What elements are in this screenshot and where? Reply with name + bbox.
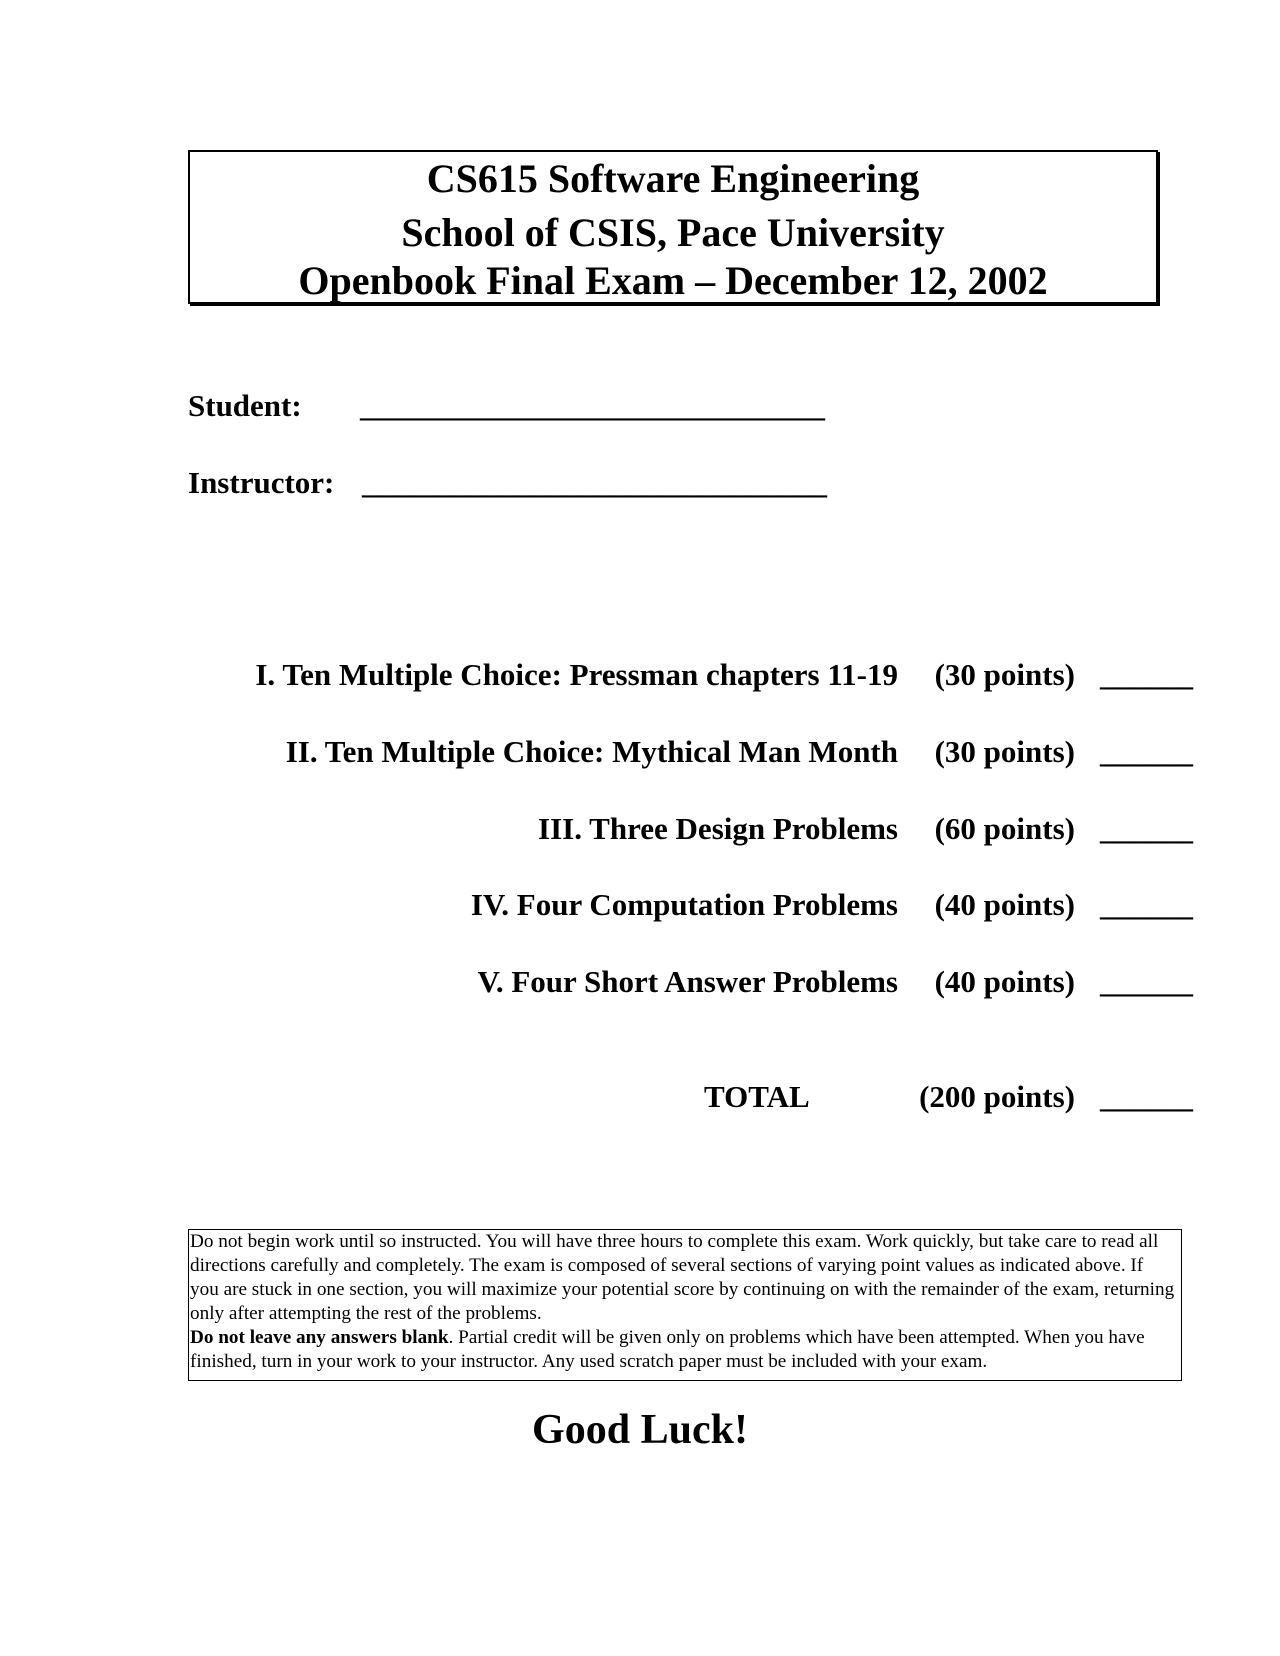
section-points: (30 points) — [934, 657, 1075, 692]
good-luck-message: Good Luck! — [532, 1407, 748, 1453]
section-score-blank: ______ — [1100, 964, 1193, 999]
instructions-paragraph — [190, 1326, 1175, 1374]
student-name-blank: ______________________________ — [360, 388, 825, 423]
section-score-blank: ______ — [1100, 811, 1193, 846]
total-score-blank: ______ — [1100, 1079, 1193, 1114]
section-points: (40 points) — [934, 964, 1075, 999]
section-points: (60 points) — [934, 811, 1075, 846]
section-points: (30 points) — [934, 734, 1075, 769]
instructions-paragraph: Do not begin work until so instructed. You will have three hours to complete this exam. Work quickly, but take care to read all directions carefully and completely. The exam is composed of several sections of varying point values as indicated above. If you are stuck in one section, you will maximize your potential score by continuing on with the remainder of the exam, returning only after attempting the rest of the problems. — [190, 1231, 1175, 1324]
course-title: CS615 Software Engineering — [426, 156, 920, 201]
instructions-text: . Partial credit will be given only on problems which have been attempted. When you have finished, turn in your work to your instructor. Any used scratch paper must be included with your exam. — [190, 1327, 1145, 1372]
exam-title-box — [188, 150, 1158, 304]
instructions-box — [188, 1229, 1182, 1381]
instructor-name-blank: ______________________________ — [362, 465, 827, 500]
school-name: School of CSIS, Pace University — [401, 210, 945, 255]
section-label: IV. Four Computation Problems — [470, 887, 898, 922]
instructor-label: Instructor: — [188, 465, 335, 500]
section-row — [0, 809, 1280, 849]
exam-title: Openbook Final Exam – December 12, 2002 — [298, 258, 1048, 303]
section-score-blank: ______ — [1100, 887, 1193, 922]
total-points: (200 points) — [919, 1079, 1075, 1114]
section-row — [0, 885, 1280, 925]
section-row — [0, 732, 1280, 772]
section-score-blank: ______ — [1100, 734, 1193, 769]
section-label: I. Ten Multiple Choice: Pressman chapters 11-19 — [255, 657, 898, 692]
section-score-blank: ______ — [1100, 657, 1193, 692]
total-row — [0, 1077, 1280, 1117]
section-label: III. Three Design Problems — [538, 811, 898, 846]
section-points: (40 points) — [934, 887, 1075, 922]
section-label: V. Four Short Answer Problems — [477, 964, 898, 999]
section-row — [0, 655, 1280, 695]
section-row — [0, 962, 1280, 1002]
instructions-emphasis: Do not leave any answers blank — [190, 1327, 449, 1348]
total-label: TOTAL — [704, 1079, 810, 1114]
student-label: Student: — [188, 388, 302, 423]
section-label: II. Ten Multiple Choice: Mythical Man Month — [285, 734, 898, 769]
